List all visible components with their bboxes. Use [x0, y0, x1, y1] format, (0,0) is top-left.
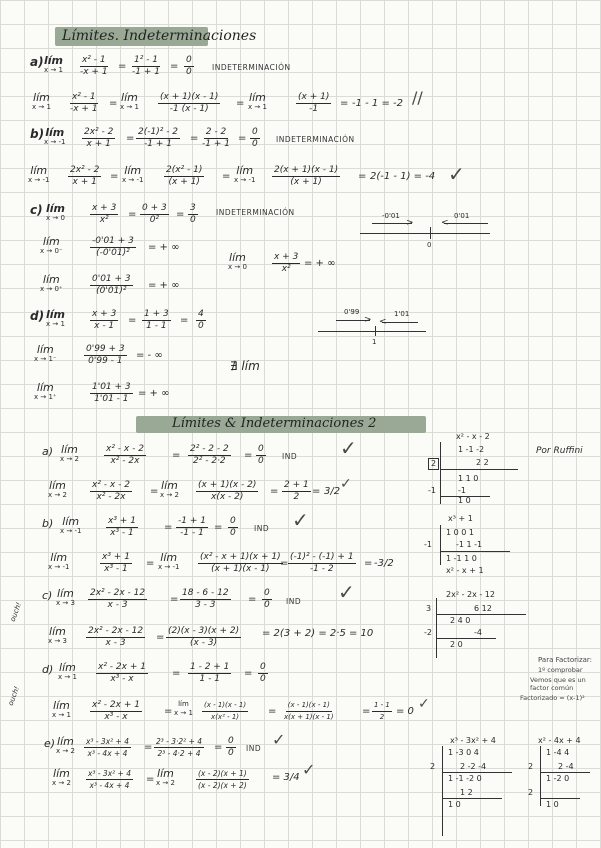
s2a-label: a): [42, 445, 54, 458]
s1c-left-lim: lím x → 0⁻: [40, 235, 63, 255]
s1b-result: 2(-1 - 1) = -4: [370, 171, 436, 182]
s2b-sub: $\frac{-1 + 1}{-1 - 1}$: [178, 516, 206, 538]
section-2-title: Límites & Indeterminaciones 2: [172, 416, 377, 431]
s2a-r1: $\frac{\text{x² - x - 2}}{\text{x² - 2x}}$: [92, 480, 130, 502]
s2d-r-lim1: lím x → 1: [52, 699, 71, 719]
s2b-zero: $\frac{0}{0}$: [230, 516, 236, 538]
s2e-label: e): [44, 737, 56, 750]
s2d-r1: $\frac{\text{x² - 2x + 1}}{\text{x³ - x}}$: [92, 700, 140, 722]
s2a-ruffini-vline: [440, 442, 441, 504]
s1a-indeterminacion: INDETERMINACIÓN: [212, 63, 291, 72]
s2c-result: = 2(3 + 2) = 2·5 = 10: [262, 628, 374, 639]
nl-c-zero: 0: [427, 241, 432, 249]
s1d-left-result: = - ∞: [136, 350, 163, 361]
nl-d-tick: [375, 326, 376, 336]
s2c-r-lim1: lím x → 3: [48, 625, 67, 645]
s2e-lim: lím x → 2: [56, 735, 75, 755]
s1c-left-result: = + ∞: [148, 242, 180, 253]
s2a-ruffini-title: x² - x - 2: [456, 432, 490, 441]
nl-c-arrow-right: [444, 223, 488, 224]
s2b-r3: $\frac{\text{(-1)² - (-1) + 1}}{-1 - 2}$: [290, 552, 354, 574]
nl-d-right-label: 1'01: [394, 310, 410, 318]
s1b-fraction: $\frac{\text{2x² - 2}}{x + 1}$: [84, 127, 114, 149]
s1d-nolim: ∄ lím: [230, 359, 260, 373]
s2d-note-title: Para Factorizar:: [538, 656, 593, 664]
s1d-lim: lím x → 1: [46, 308, 66, 328]
s2a-ruffini-note: Por Ruffini: [536, 446, 583, 456]
s1a-zero: $\frac{0}{0}$: [186, 55, 192, 77]
s1a-fraction: $\frac{\text{x² - 1}}{-x + 1}$: [80, 55, 108, 77]
s2a-r2: $\frac{(x + 1)(x - 2)}{x(x - 2)}$: [198, 480, 257, 502]
section-1-title: Límites. Indeterminaciones: [62, 28, 257, 44]
s1b-sub2: $\frac{2 - 2}{-1 + 1}$: [202, 127, 230, 149]
s2b-r-lim2: lím x → -1: [158, 551, 180, 571]
s1c-fraction: $\frac{x + 3}{\text{x²}}$: [92, 203, 117, 225]
s1b-lim: lím x → -1: [44, 126, 66, 146]
nl-d-axis: [318, 331, 426, 332]
s1c-zero: $\frac{3}{0}$: [190, 203, 196, 225]
check-icon: ✓: [338, 580, 355, 604]
s2a-ind: IND: [282, 452, 298, 461]
s2d-label: d): [42, 663, 54, 676]
s1c-right: $\frac{0'01 + 3}{\text{(0'01)²}}$: [92, 274, 131, 296]
s2c-lim: lím x → 3: [56, 587, 75, 607]
s1b-r-lim2: lím x → -1: [122, 164, 144, 184]
double-slash-icon: //: [412, 88, 423, 107]
nl-c-axis: [360, 233, 490, 234]
s1c-indeterminacion: INDETERMINACIÓN: [216, 208, 295, 217]
s2a-r-lim2: lím x → 2: [160, 479, 179, 499]
s1c-right-lim: lím x → 0⁺: [40, 273, 63, 293]
s1a-sub: $\frac{\text{1² - 1}}{-1 + 1}$: [132, 55, 160, 77]
s2d-result: = 0: [396, 706, 414, 717]
s1a-label: a): [30, 55, 44, 69]
s2b-result: -3/2: [374, 558, 394, 569]
s2d-r4: $\frac{1 - 1}{2}$: [374, 701, 390, 721]
s2c-r1: $\frac{\text{2x² - 2x - 12}}{x - 3}$: [88, 626, 144, 648]
s2e-sub: $\frac{\text{2³ - 3·2² + 4}}{\text{2³ - 4·2 + 4}}$: [156, 737, 203, 758]
s1a-r-lim1: lím x → 1: [32, 91, 51, 111]
s1a-r-lim2: lím x → 1: [120, 91, 139, 111]
nl-d-one: 1: [372, 338, 377, 346]
s1d-label: d): [30, 309, 45, 323]
s1c-res: $\frac{x + 3}{\text{x²}}$: [274, 252, 299, 274]
s1b-zero: $\frac{0}{0}$: [252, 127, 258, 149]
s2e-r2: $\frac{(x - 2)(x + 1)}{(x - 2)(x + 2)}$: [198, 769, 247, 790]
s1d-right: $\frac{1'01 + 3}{1'01 - 1}$: [92, 382, 131, 404]
s1a-lim: lím x → 1: [44, 54, 64, 74]
s1b-indeterminacion: INDETERMINACIÓN: [276, 135, 355, 144]
s1c-right-result: = + ∞: [148, 280, 180, 291]
s1a-r2: $\frac{(x + 1)(x - 1)}{-1 (x - 1)}$: [160, 92, 219, 114]
s1a-r1: $\frac{\text{x² - 1}}{-x + 1}$: [70, 92, 98, 114]
s2d-r-lim2: lím x → 1: [174, 700, 193, 717]
s2d-fraction: $\frac{\text{x² - 2x + 1}}{\text{x³ - x}}$: [98, 662, 146, 684]
s2b-r1: $\frac{\text{x³ + 1}}{\text{x³ - 1}}$: [102, 552, 130, 574]
s1d-right-result: = + ∞: [138, 388, 170, 399]
s2b-r2: $\frac{\text{(x² - x + 1)(x + 1)}}{(x + 1)(x - 1)}$: [200, 552, 281, 574]
nl-d-left-label: 0'99: [344, 308, 360, 316]
s2d-sub: $\frac{1 - 2 + 1}{1 - 1}$: [190, 662, 230, 684]
s2d-lim: lím x → 1: [58, 661, 77, 681]
s2e-zero: $\frac{0}{0}$: [228, 736, 234, 758]
s2c-margin: ouch!: [8, 601, 24, 623]
s2e-ind: IND: [246, 744, 262, 753]
s2d-r2: $\frac{(x - 1)(x - 1)}{\text{x(x² - 1)}}$: [204, 701, 247, 721]
s2e-r-lim1: lím x → 2: [52, 767, 71, 787]
s1d-left-lim: lím x → 1⁻: [34, 343, 57, 363]
s1b-r-lim3: lím x → -1: [234, 164, 256, 184]
s2c-ind: IND: [286, 597, 302, 606]
s2a-fraction: $\frac{\text{x² - x - 2}}{\text{x² - 2x}}$: [106, 444, 144, 466]
s1b-sub1: $\frac{\text{2(-1)² - 2}}{-1 + 1}$: [138, 127, 179, 149]
s1c-lim: lím x → 0: [46, 202, 66, 222]
s1b-r2: $\frac{\text{2(x² - 1)}}{(x + 1)}$: [166, 165, 203, 187]
s1a-result: -1 - 1 = -2: [352, 98, 404, 109]
s1b-r3: $\frac{2(x + 1)(x - 1)}{(x + 1)}$: [274, 165, 339, 187]
nl-d-arrow-right: [382, 322, 418, 323]
arrow-right-icon: >: [364, 315, 372, 325]
s2c-label: c): [42, 589, 53, 602]
s1d-right-lim: lím x → 1⁺: [34, 381, 57, 401]
s2b-ind: IND: [254, 524, 270, 533]
s2e-r-lim2: lím x → 2: [156, 767, 175, 787]
s2b-lim: lím x → -1: [60, 515, 82, 535]
s2c-zero: $\frac{0}{0}$: [264, 588, 270, 610]
s1d-left: $\frac{0'99 + 3}{0'99 - 1}$: [86, 344, 125, 366]
s2e-ruffini1-title: x³ - 3x² + 4: [450, 736, 496, 745]
s2b-fraction: $\frac{\text{x³ + 1}}{\text{x³ - 1}}$: [108, 516, 136, 538]
s1d-zero: $\frac{4}{0}$: [198, 309, 204, 331]
arrow-right-icon: >: [406, 218, 414, 228]
s1a-r-lim3: lím x → 1: [248, 91, 267, 111]
s2b-ruffini-title: x³ + 1: [448, 514, 473, 523]
check-icon: ✓: [292, 508, 309, 532]
s2d-margin: ouch!: [6, 685, 22, 707]
arrow-left-icon: <: [441, 218, 449, 228]
s2e-fraction: $\frac{\text{x³ - 3x² + 4}}{\text{x³ - 4x + 4}}$: [86, 737, 129, 758]
s1c-res-result: = + ∞: [304, 258, 336, 269]
s1c-sub: $\frac{0 + 3}{\text{0²}}$: [142, 203, 167, 225]
s1d-sub: $\frac{1 + 3}{1 - 1}$: [144, 309, 169, 331]
s2a-zero: $\frac{0}{0}$: [258, 444, 264, 466]
s2c-r2: $\frac{(2)(x - 3)(x + 2)}{(x - 3)}$: [168, 626, 240, 648]
s2a-r-lim1: lím x → 2: [48, 479, 67, 499]
s2e-ruffini2-title: x² - 4x + 4: [538, 736, 581, 745]
s2b-label: b): [42, 517, 54, 530]
nl-c-right-label: 0'01: [454, 212, 470, 220]
check-icon: ✓: [272, 730, 286, 749]
s2c-sub: $\frac{18 - 6 - 12}{3 - 3}$: [182, 588, 229, 610]
check-icon: ✓: [448, 162, 465, 186]
check-icon: ✓: [418, 696, 430, 712]
s1b-r-lim1: lím x → -1: [28, 164, 50, 184]
s2a-r3: $\frac{2 + 1}{2}$: [284, 480, 309, 502]
s2c-fraction: $\frac{\text{2x² - 2x - 12}}{x - 3}$: [90, 588, 146, 610]
nl-c-tick: [430, 227, 431, 239]
check-icon: ✓: [340, 436, 357, 460]
s2d-zero: $\frac{0}{0}$: [260, 662, 266, 684]
s2a-lim: lím x → 2: [60, 443, 79, 463]
s2c-ruffini-title: 2x² - 2x - 12: [446, 590, 495, 599]
s1c-res-lim: lím x → 0: [228, 251, 247, 271]
s1b-r1: $\frac{\text{2x² - 2}}{x + 1}$: [70, 165, 100, 187]
s1c-label: c): [30, 203, 43, 217]
s1c-left: $\frac{-0'01 + 3}{\text{(-0'01)²}}$: [92, 236, 134, 258]
s2b-r-lim1: lím x → -1: [48, 551, 70, 571]
s1b-label: b): [30, 127, 45, 141]
s1d-fraction: $\frac{x + 3}{x - 1}$: [92, 309, 117, 331]
arrow-left-icon: <: [379, 317, 387, 327]
nl-c-left-label: -0'01: [382, 212, 400, 220]
check-icon: ✓: [340, 476, 352, 492]
s2a-result: 3/2: [324, 486, 341, 497]
check-icon: ✓: [302, 760, 316, 779]
s2d-r3: $\frac{(x - 1)(x - 1)}{x(x + 1)(x - 1)}$: [284, 701, 334, 721]
s2e-r1: $\frac{\text{x³ - 3x² + 4}}{\text{x³ - 4x + 4}}$: [88, 769, 131, 790]
s2e-result: = 3/4: [272, 772, 300, 783]
s2a-sub: $\frac{\text{2² - 2 - 2}}{\text{2² - 2·2}}$: [190, 444, 229, 466]
s1a-r3: $\frac{(x + 1)}{-1}$: [298, 92, 330, 114]
